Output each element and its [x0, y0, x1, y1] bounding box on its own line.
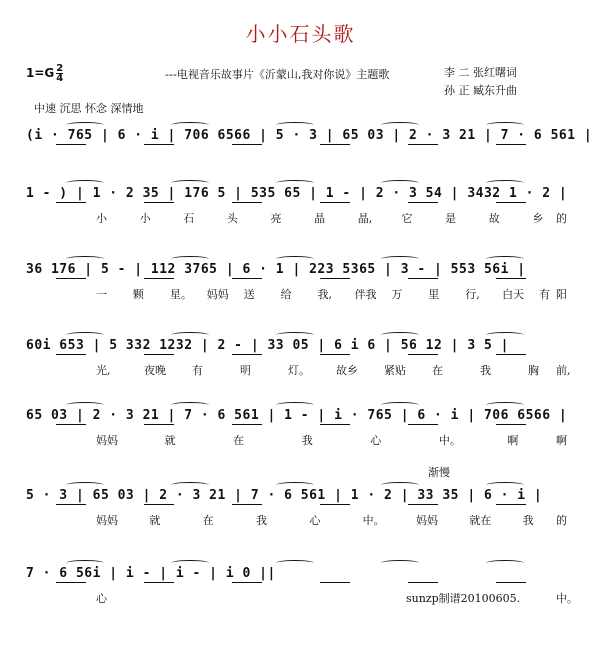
- beam-line: [408, 277, 438, 279]
- score-lyrics: [26, 362, 581, 376]
- lyric-syllable: 我: [522, 514, 534, 527]
- slur-mark: [276, 402, 314, 408]
- lyric-syllable: 在: [202, 514, 214, 527]
- score-notes: 5 · 3 | 65 03 | 2 · 3 21 | 7 · 6 561 | 1 · 2 | 33 35 | 6 · i |: [26, 488, 543, 503]
- beam-line: [320, 423, 350, 425]
- lyric-syllable: 一: [96, 288, 107, 301]
- slur-mark: [276, 332, 314, 338]
- score-line: [26, 128, 593, 168]
- beam-line: [232, 201, 262, 203]
- beam-line: [408, 423, 438, 425]
- lyric-syllable: 万: [391, 288, 403, 301]
- lyric-syllable: 心: [96, 592, 107, 605]
- beam-line: [408, 353, 438, 355]
- slur-mark: [486, 402, 524, 408]
- lyric-syllable: 我,: [317, 288, 333, 301]
- lyric-syllable: 白天: [502, 288, 525, 301]
- beam-line: [56, 143, 86, 145]
- slur-mark: [66, 332, 104, 338]
- slur-mark: [66, 122, 104, 128]
- beam-line: [496, 423, 526, 425]
- lyric-syllable: 我: [480, 364, 491, 377]
- beam-line: [408, 201, 438, 203]
- score-line: [26, 186, 581, 226]
- slur-mark: [171, 122, 209, 128]
- lyric-syllable: 在: [233, 434, 245, 447]
- lyric-syllable: 晶: [314, 212, 326, 225]
- beam-line: [408, 581, 438, 583]
- score-notes: (i · 765 | 6 · i | 706 6566 | 5 · 3 | 65 03 | 2 · 3 21 | 7 · 6 561 |: [26, 128, 593, 143]
- lyric-syllable: 就在: [469, 514, 492, 527]
- beam-line: [232, 277, 262, 279]
- time-signature-bottom: 4: [56, 73, 64, 84]
- beam-line: [408, 143, 438, 145]
- slur-mark: [486, 180, 524, 186]
- beam-line: [496, 581, 526, 583]
- song-title: 小小石头歌: [245, 22, 356, 46]
- score-notes: 65 03 | 2 · 3 21 | 7 · 6 561 | 1 - | i · 765 | 6 · i | 706 6566 |: [26, 408, 568, 423]
- score-line: [26, 262, 581, 302]
- beam-line: [56, 423, 86, 425]
- lyric-syllable: 啊: [507, 434, 519, 447]
- beam-line: [320, 277, 350, 279]
- lyric-syllable: 有: [192, 364, 203, 377]
- score-line: [26, 408, 581, 448]
- slur-mark: [486, 332, 524, 338]
- slur-mark: [171, 560, 209, 566]
- beam-line: [144, 201, 174, 203]
- lyric-syllable: 灯。: [288, 364, 310, 377]
- lyric-syllable: 的: [556, 212, 567, 225]
- beam-line: [144, 277, 174, 279]
- slur-mark: [381, 122, 419, 128]
- slur-mark: [171, 402, 209, 408]
- beam-line: [320, 581, 350, 583]
- lyric-syllable: 中。: [556, 592, 578, 605]
- beam-line: [320, 353, 350, 355]
- lyric-syllable: 亮: [270, 212, 282, 225]
- lyric-syllable: 我: [256, 514, 267, 527]
- slur-mark: [381, 332, 419, 338]
- time-signature-top: 2: [56, 63, 64, 74]
- slur-mark: [381, 402, 419, 408]
- slur-mark: [66, 402, 104, 408]
- score-line: [26, 488, 581, 528]
- lyric-syllable: 里: [428, 288, 440, 301]
- lyric-syllable: 妈妈: [96, 434, 118, 447]
- slur-mark: [171, 180, 209, 186]
- lyric-syllable: 在: [432, 364, 443, 377]
- lyric-syllable: 星。: [169, 288, 192, 301]
- lyric-syllable: 它: [401, 212, 413, 225]
- lyric-syllable: 就: [149, 514, 161, 527]
- lyric-syllable: 颗: [132, 288, 144, 301]
- slur-mark: [486, 122, 524, 128]
- score-notes: 7 · 6 56i | i - | i - | i 0 ||: [26, 566, 276, 581]
- lyric-syllable: 明: [240, 364, 251, 377]
- slur-mark: [66, 256, 104, 262]
- lyric-syllable: 我: [301, 434, 313, 447]
- lyric-syllable: 紧贴: [384, 364, 406, 377]
- composer-credit: 孙 正 臧东升曲: [444, 84, 517, 97]
- lyric-syllable: 心: [309, 514, 321, 527]
- slur-mark: [486, 482, 524, 488]
- lyric-syllable: 妈妈: [416, 514, 438, 527]
- beam-line: [496, 353, 526, 355]
- beam-line: [496, 277, 526, 279]
- beam-line: [144, 581, 174, 583]
- lyric-syllable: 故: [488, 212, 500, 225]
- beam-line: [56, 581, 86, 583]
- beam-line: [144, 423, 174, 425]
- slur-mark: [66, 560, 104, 566]
- transcriber-signature: sunzp制谱20100605.: [406, 592, 521, 605]
- beam-line: [232, 423, 262, 425]
- slur-mark: [381, 560, 419, 566]
- lyric-syllable: 妈妈: [96, 514, 118, 527]
- slowdown-marking: 渐慢: [428, 466, 450, 479]
- time-signature: [56, 64, 63, 83]
- lyric-syllable: 头: [226, 212, 238, 225]
- lyric-syllable: 妈妈: [206, 288, 229, 301]
- score-lyrics: [26, 512, 581, 526]
- lyric-syllable: 啊: [556, 434, 567, 447]
- score-notes: 60i 653 | 5 332 1232 | 2 - | 33 05 | 6 i 6 | 56 12 | 3 5 |: [26, 338, 509, 353]
- lyric-syllable: 阳: [556, 288, 567, 301]
- lyric-syllable: 的: [556, 514, 567, 527]
- tempo-marking: 中速 沉思 怀念 深情地: [34, 102, 144, 115]
- score-lyrics: [26, 210, 581, 224]
- lyric-syllable: 小: [139, 212, 151, 225]
- slur-mark: [486, 256, 524, 262]
- slur-mark: [381, 256, 419, 262]
- slur-mark: [66, 482, 104, 488]
- credits: [444, 64, 517, 100]
- lyric-syllable: 光,: [96, 364, 111, 377]
- lyric-syllable: 给: [280, 288, 292, 301]
- beam-line: [56, 201, 86, 203]
- beam-line: [232, 353, 262, 355]
- beam-line: [232, 581, 262, 583]
- beam-line: [320, 143, 350, 145]
- key-signature: [26, 64, 63, 83]
- lyric-syllable: 石: [183, 212, 195, 225]
- score-notes: 1 - ) | 1 · 2 35 | 176 5 | 535 65 | 1 - | 2 · 3 54 | 3432 1 · 2 |: [26, 186, 568, 201]
- lyric-syllable: 前,: [556, 364, 571, 377]
- beam-line: [56, 277, 86, 279]
- lyric-syllable: 有: [539, 288, 551, 301]
- score-line: [26, 338, 581, 378]
- slur-mark: [486, 560, 524, 566]
- beam-line: [56, 503, 86, 505]
- beam-line: [496, 201, 526, 203]
- beam-line: [232, 503, 262, 505]
- slur-mark: [276, 122, 314, 128]
- lyric-syllable: 中。: [438, 434, 461, 447]
- slur-mark: [171, 332, 209, 338]
- lyric-syllable: 胸: [528, 364, 539, 377]
- lyric-syllable: 送: [243, 288, 255, 301]
- lyric-syllable: 夜晚: [144, 364, 166, 377]
- score-notes: 36 176 | 5 - | 112 3765 | 6 · 1 | 223 5365 | 3 - | 553 56i |: [26, 262, 526, 277]
- beam-line: [408, 503, 438, 505]
- score-lyrics: [26, 286, 581, 300]
- slur-mark: [276, 482, 314, 488]
- lyric-syllable: 乡: [532, 212, 544, 225]
- lyric-syllable: 心: [370, 434, 382, 447]
- lyric-syllable: 就: [164, 434, 176, 447]
- lyric-syllable: 行,: [465, 288, 480, 301]
- slur-mark: [276, 560, 314, 566]
- beam-line: [320, 503, 350, 505]
- slur-mark: [171, 482, 209, 488]
- score-lyrics: [26, 432, 581, 446]
- slur-mark: [171, 256, 209, 262]
- score-lyrics: [26, 152, 581, 166]
- beam-line: [144, 503, 174, 505]
- slur-mark: [66, 180, 104, 186]
- beam-line: [232, 143, 262, 145]
- lyric-syllable: 是: [445, 212, 457, 225]
- beam-line: [496, 143, 526, 145]
- slur-mark: [381, 482, 419, 488]
- lyric-syllable: 中。: [362, 514, 385, 527]
- slur-mark: [381, 180, 419, 186]
- beam-line: [144, 143, 174, 145]
- lyricist-credit: 李 二 张红曙词: [444, 66, 517, 79]
- subtitle: ---电视音乐故事片《沂蒙山,我对你说》主题歌: [165, 68, 390, 81]
- beam-line: [320, 201, 350, 203]
- slur-mark: [276, 256, 314, 262]
- key-label: 1=G: [26, 66, 55, 80]
- lyric-syllable: 故乡: [336, 364, 358, 377]
- slur-mark: [276, 180, 314, 186]
- beam-line: [496, 503, 526, 505]
- lyric-syllable: 伴我: [354, 288, 377, 301]
- beam-line: [144, 353, 174, 355]
- beam-line: [56, 353, 86, 355]
- lyric-syllable: 晶,: [357, 212, 373, 225]
- lyric-syllable: 小: [96, 212, 107, 225]
